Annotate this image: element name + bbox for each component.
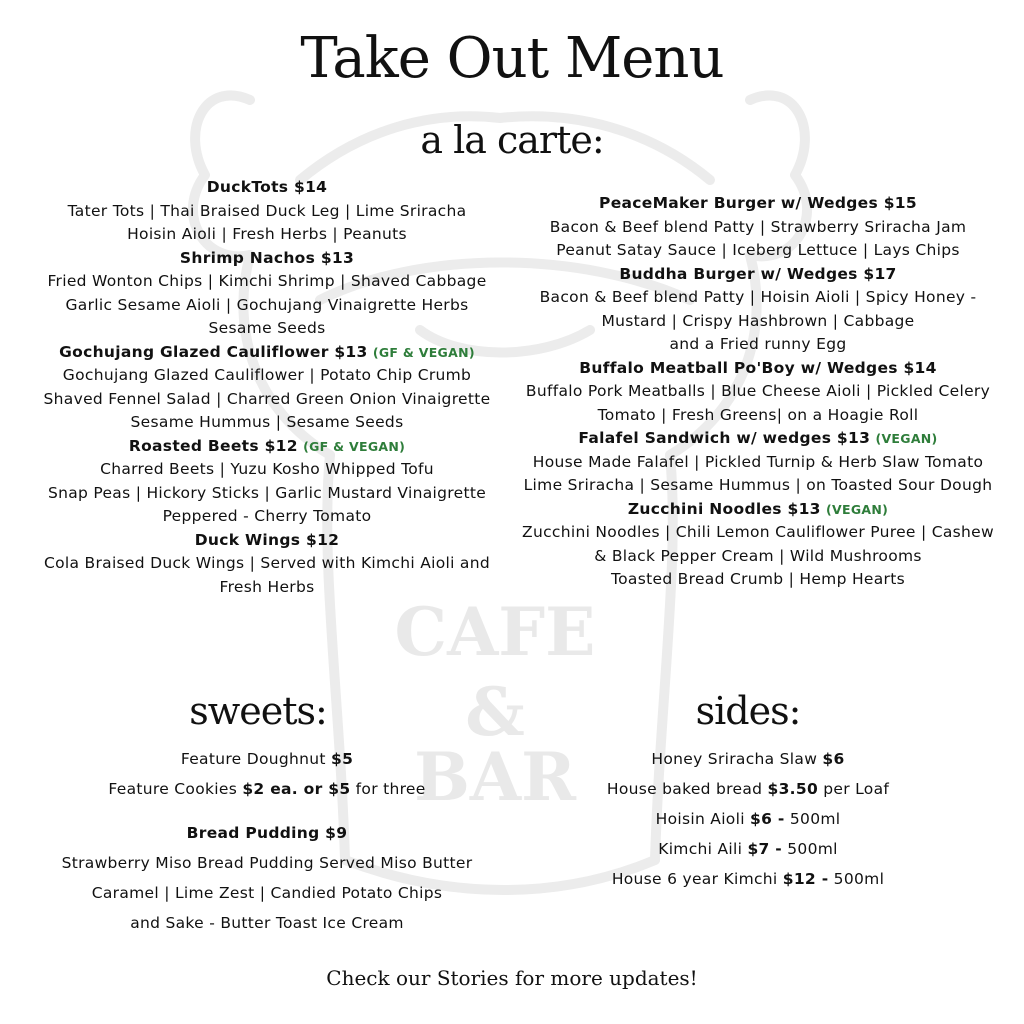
menu-item-description: Toasted Bread Crumb | Hemp Hearts <box>611 570 905 588</box>
menu-item-description: Mustard | Crispy Hashbrown | Cabbage <box>601 311 915 330</box>
menu-item-heading <box>22 176 512 200</box>
menu-item-name: Buffalo Meatball Po'Boy w/ Wedges $14 <box>579 358 937 377</box>
menu-item <box>512 192 1004 263</box>
doughnut-label: Feature Doughnut <box>180 750 331 768</box>
watermark-amp: & <box>465 673 525 751</box>
menu-item-name: PeaceMaker Burger w/ Wedges $15 <box>599 194 917 212</box>
menu-item-heading <box>512 357 1004 381</box>
side-item <box>512 834 984 864</box>
left-menu-column <box>22 176 512 599</box>
cookies-price: $2 ea. or $5 <box>242 780 351 798</box>
pudding-line: and Sake - Butter Toast Ice Cream <box>130 914 404 932</box>
side-item-label: House baked bread <box>606 780 768 798</box>
watermark-cafe: CAFE <box>394 593 596 671</box>
pudding-line: Strawberry Miso Bread Pudding Served Miso Butter <box>61 854 473 872</box>
side-item-suffix: per Loaf <box>818 780 890 798</box>
menu-item-name: Duck Wings $12 <box>194 530 340 549</box>
sweets-heading: sweets: <box>189 689 327 733</box>
sweets-cookies <box>22 774 512 804</box>
menu-item-description: Cola Braised Duck Wings | Served with Kimchi Aioli and <box>44 554 490 572</box>
menu-item-description: Bacon & Beef blend Patty | Strawberry Sriracha Jam <box>549 217 967 236</box>
page-subtitle: a la carte: <box>420 118 604 162</box>
pudding-line: Caramel | Lime Zest | Candied Potato Chips <box>91 884 443 902</box>
side-item-suffix: 500ml <box>782 840 838 858</box>
menu-item-heading <box>512 192 1004 216</box>
pudding-name-text: Bread Pudding $9 <box>186 824 348 842</box>
menu-item-description: Fried Wonton Chips | Kimchi Shrimp | Shaved Cabbage <box>47 272 487 290</box>
side-item-label: Honey Sriracha Slaw <box>651 750 823 768</box>
side-item-label: House 6 year Kimchi <box>611 870 783 888</box>
menu-item-description: Fresh Herbs <box>219 577 315 596</box>
side-item-label: Hoisin Aioli <box>655 810 751 828</box>
menu-item-description: Bacon & Beef blend Patty | Hoisin Aioli | Spicy Honey - <box>539 288 977 306</box>
side-item-label: Kimchi Aili <box>658 840 748 858</box>
menu-item-description: Sesame Hummus | Sesame Seeds <box>130 413 404 431</box>
menu-item <box>22 341 512 435</box>
menu-item <box>22 529 512 600</box>
side-item-price: $3.50 <box>767 780 819 798</box>
menu-item-description: Garlic Sesame Aioli | Gochujang Vinaigrette Herbs <box>65 295 469 314</box>
sweets-doughnut <box>22 744 512 774</box>
side-item-price: $12 - <box>782 870 829 888</box>
side-item <box>512 774 984 804</box>
menu-item-description: and a Fried runny Egg <box>669 335 847 353</box>
menu-item-heading <box>22 435 512 459</box>
menu-item <box>22 176 512 247</box>
menu-item-description: Tater Tots | Thai Braised Duck Leg | Lime Sriracha <box>67 201 467 220</box>
pudding-name <box>22 818 512 848</box>
menu-item-description: Charred Beets | Yuzu Kosho Whipped Tofu <box>100 460 434 478</box>
side-item-price: $6 - <box>750 810 785 828</box>
menu-item-heading <box>22 529 512 553</box>
menu-item-description: Sesame Seeds <box>208 319 326 337</box>
menu-item <box>512 357 1004 428</box>
menu-item-heading <box>512 263 1004 287</box>
menu-item-heading <box>512 498 1004 522</box>
side-item <box>512 744 984 774</box>
side-item-suffix: 500ml <box>784 810 841 828</box>
menu-item-name: Shrimp Nachos $13 <box>179 248 355 267</box>
menu-item-heading <box>22 341 512 365</box>
menu-item-name: Zucchini Noodles $13 <box>627 499 821 518</box>
menu-item-heading <box>512 427 1004 451</box>
side-item <box>512 804 984 834</box>
sweets-section <box>22 744 512 938</box>
menu-item <box>22 435 512 529</box>
menu-item-description: Peanut Satay Sauce | Iceberg Lettuce | Lays Chips <box>556 241 960 259</box>
menu-item-name: DuckTots $14 <box>206 178 328 196</box>
menu-item-description: Hoisin Aioli | Fresh Herbs | Peanuts <box>127 225 407 243</box>
page-title: Take Out Menu <box>300 26 724 91</box>
menu-item-description: Snap Peas | Hickory Sticks | Garlic Mustard Vinaigrette <box>47 483 487 502</box>
diet-tag: (VEGAN) <box>826 501 889 517</box>
menu-item <box>512 427 1004 498</box>
menu-item-description: & Black Pepper Cream | Wild Mushrooms <box>594 546 922 565</box>
diet-tag: (GF & VEGAN) <box>372 344 475 360</box>
side-item <box>512 864 984 894</box>
doughnut-price: $5 <box>330 750 354 768</box>
footer-note: Check our Stories for more updates! <box>326 966 698 990</box>
menu-item-name: Buddha Burger w/ Wedges $17 <box>619 264 897 283</box>
diet-tag: (VEGAN) <box>875 431 938 446</box>
menu-item-description: Gochujang Glazed Cauliflower | Potato Chip Crumb <box>62 366 472 384</box>
right-menu-column <box>512 192 1004 592</box>
menu-item-name: Falafel Sandwich w/ wedges $13 <box>578 429 871 447</box>
menu-item-name: Gochujang Glazed Cauliflower $13 <box>59 342 368 361</box>
menu-item <box>512 263 1004 357</box>
watermark-bar: BAR <box>414 738 576 816</box>
menu-item-description: Buffalo Pork Meatballs | Blue Cheese Aioli | Pickled Celery <box>525 382 991 400</box>
side-item-price: $7 - <box>747 840 783 858</box>
menu-item-description: Tomato | Fresh Greens| on a Hoagie Roll <box>597 405 919 424</box>
cookies-label: Feature Cookies <box>108 780 243 798</box>
cookies-suffix: for three <box>350 780 426 798</box>
menu-item-description: Shaved Fennel Salad | Charred Green Onion Vinaigrette <box>43 389 491 408</box>
side-item-suffix: 500ml <box>828 870 885 888</box>
menu-item-heading <box>22 247 512 271</box>
diet-tag: (GF & VEGAN) <box>303 438 406 454</box>
menu-item-description: Zucchini Noodles | Chili Lemon Cauliflower Puree | Cashew <box>522 523 994 541</box>
sides-heading: sides: <box>695 689 801 733</box>
menu-item-description: Peppered - Cherry Tomato <box>162 507 372 525</box>
menu-item <box>22 247 512 341</box>
menu-item-description: House Made Falafel | Pickled Turnip & Herb Slaw Tomato <box>532 452 984 471</box>
menu-item <box>512 498 1004 592</box>
menu-item-description: Lime Sriracha | Sesame Hummus | on Toasted Sour Dough <box>523 476 993 494</box>
sides-section <box>512 744 984 894</box>
menu-item-name: Roasted Beets $12 <box>128 436 298 455</box>
side-item-price: $6 <box>822 750 845 768</box>
